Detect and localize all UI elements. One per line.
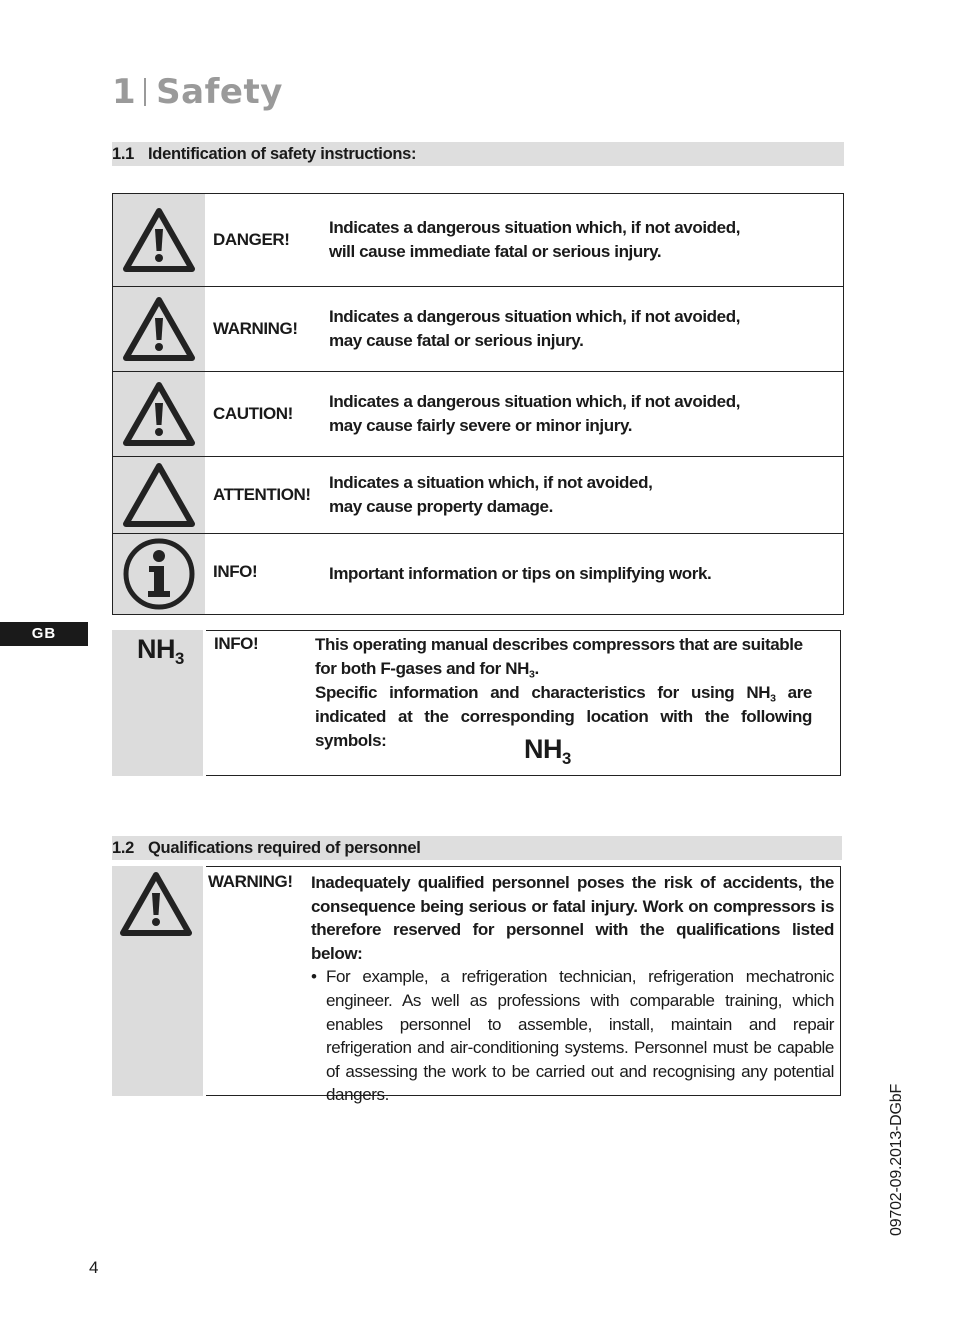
warning-text: [311, 871, 834, 1107]
signal-description: [329, 372, 844, 457]
info-text-fragment: Specific information and characteristics for using NH: [315, 683, 771, 702]
nh3-symbol-text: NH: [524, 734, 562, 764]
chapter-separator: [144, 78, 146, 106]
document-code: 09702-09.2013-DGbF: [888, 1083, 905, 1236]
nh3-symbol-cell: [112, 630, 203, 776]
warning-triangle-exclamation-icon: [120, 871, 192, 937]
info-line: This operating manual describes compressors that are suitable: [315, 635, 803, 654]
chapter-number: 1: [112, 72, 137, 112]
icon-cell: [113, 372, 206, 457]
signal-word: ATTENTION!: [213, 485, 311, 504]
description-line: will cause immediate fatal or serious injury.: [329, 242, 662, 261]
signal-words-table: [112, 193, 844, 615]
signal-description: [329, 194, 844, 287]
signal-description: [329, 534, 844, 615]
section-number: 1.1: [112, 145, 135, 163]
section-number: 1.2: [112, 839, 135, 857]
nh3-symbol-subscript: 3: [562, 748, 571, 768]
subscript: 3: [528, 668, 535, 681]
qualifications-warning-box: [112, 866, 842, 1105]
section-title: Qualifications required of personnel: [148, 839, 421, 857]
description-line: Important information or tips on simplifying work.: [329, 564, 712, 583]
nh3-symbol-subscript: 3: [175, 648, 184, 668]
list-item: • For example, a refrigeration technician, refrigeration mechatronic engineer. As well as professions with comparable training, which enables personnel to assemble, install, maintain and repair refrigeration and air-conditioning systems. Personnel must be capable of assessing the work to be carried out and recognising any potential dangers.: [311, 965, 834, 1107]
icon-cell: [113, 287, 206, 372]
info-line: [315, 657, 812, 681]
icon-cell: [113, 534, 206, 615]
subscript: 3: [770, 692, 776, 705]
description-line: Indicates a dangerous situation which, if not avoided,: [329, 218, 741, 237]
icon-cell: [113, 457, 206, 534]
chapter-heading: [112, 72, 283, 112]
icon-cell: [113, 194, 206, 287]
table-row: [113, 534, 844, 615]
info-text-fragment: are indicated at the corresponding location with the following symbols:: [315, 683, 812, 750]
description-line: may cause fairly severe or minor injury.: [329, 416, 633, 435]
description-line: Indicates a dangerous situation which, if not avoided,: [329, 392, 741, 411]
warning-triangle-exclamation-icon: [123, 296, 195, 362]
section-heading-1-2: [112, 836, 842, 860]
nh3-symbol-text: NH: [137, 634, 175, 664]
description-line: may cause property damage.: [329, 497, 553, 516]
info-text-fragment: .: [534, 659, 539, 678]
nh3-example-symbol: [524, 734, 571, 768]
warning-triangle-exclamation-icon: [123, 207, 195, 273]
description-line: may cause fatal or serious injury.: [329, 331, 584, 350]
nh3-symbol: [137, 634, 184, 668]
table-row: [113, 372, 844, 457]
chapter-title: Safety: [156, 72, 283, 112]
description-line: Indicates a dangerous situation which, if not avoided,: [329, 307, 741, 326]
info-text-fragment: for both F-gases and for NH: [315, 659, 529, 678]
table-row: [113, 457, 844, 534]
section-title: Identification of safety instructions:: [148, 145, 417, 163]
warning-triangle-exclamation-icon: [123, 381, 195, 447]
signal-word: WARNING!: [208, 872, 293, 891]
signal-description: [329, 457, 844, 534]
warning-triangle-empty-icon: [123, 462, 195, 528]
section-heading-1-1: [112, 142, 844, 166]
description-line: Indicates a situation which, if not avoided,: [329, 473, 653, 492]
language-tab: GB: [0, 622, 88, 646]
signal-word: INFO!: [214, 634, 259, 653]
signal-word: DANGER!: [213, 230, 290, 249]
signal-word: WARNING!: [213, 319, 298, 338]
warning-bold-text: Inadequately qualified personnel poses the risk of accidents, the consequence being serious or fatal injury. Work on compressors is therefore reserved for personnel with the qualifications listed below:: [311, 873, 834, 963]
table-row: [113, 287, 844, 372]
signal-word: CAUTION!: [213, 404, 293, 423]
info-circle-icon: [122, 537, 196, 611]
nh3-info-box: [112, 630, 842, 776]
signal-description: [329, 287, 844, 372]
bullet-list: [311, 965, 834, 1107]
page-number: 4: [89, 1258, 99, 1277]
icon-cell: [112, 866, 203, 1096]
signal-word: INFO!: [213, 562, 258, 581]
table-row: [113, 194, 844, 287]
